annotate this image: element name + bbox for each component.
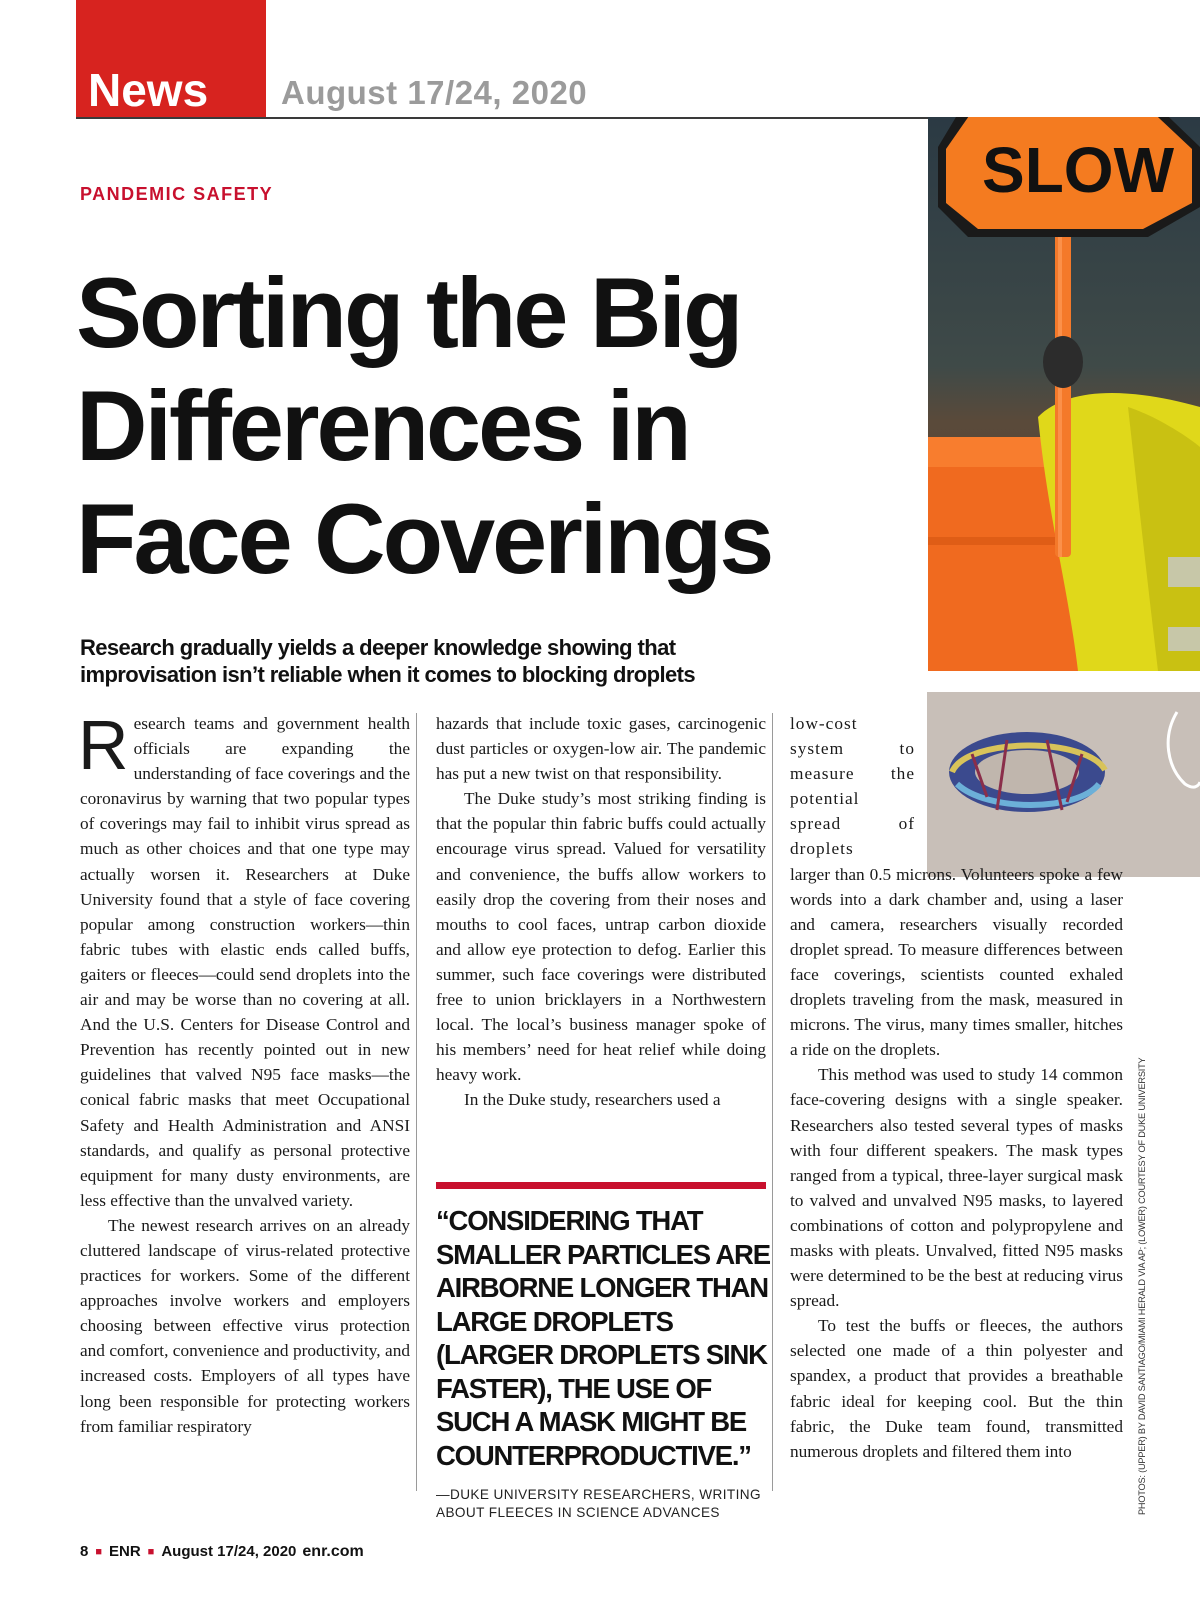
flagger-illustration (928, 117, 1200, 671)
headline-line: Sorting the Big (76, 257, 741, 368)
headline-line: Differences in (76, 370, 689, 481)
body-paragraph: The Duke study’s most striking finding is that the popular thin fabric buffs could actually encourage virus spread. Valued for versatility and convenience, the buffs allow workers to easily drop the covering from their noses and mouths to cool faces, untrap carbon dioxide and allow eye protection to defog. Earlier this summer, such face coverings were distributed free to union bricklayers in a Northwestern local. The local’s business manager spoke of his members’ need for heat relief while doing heavy work. (436, 789, 766, 1085)
deck (80, 634, 780, 688)
pull-quote-rule (436, 1182, 766, 1189)
headline (76, 256, 936, 595)
page-number: 8 (80, 1543, 89, 1560)
body-paragraph (78, 706, 410, 1213)
body-paragraph: The newest research arrives on an already cluttered landscape of virus-related protective practices for workers. Some of the different approaches involve workers and employers choosing between effective virus protection and comfort, convenience and productivity, and increased costs. Employers of all types have long been responsible for protecting workers from familiar respiratory (80, 1215, 410, 1436)
body-column-2 (436, 711, 766, 1113)
separator-square-icon: ■ (95, 1546, 102, 1558)
pull-quote: “CONSIDERING THAT SMALLER PARTICLES ARE AIRBORNE LONGER THAN LARGE DROPLETS (LARGER DROPLETS SINK FASTER), THE USE OF SUCH A MASK MIGHT BE COUNTERPRODUCTIVE.” (436, 1205, 770, 1471)
separator-square-icon: ■ (147, 1546, 155, 1558)
body-column-1 (78, 706, 410, 1439)
body-paragraph: hazards that include toxic gases, carcinogenic dust particles or oxygen-low air. The pandemic has put a new twist on that responsibility. (436, 714, 766, 784)
drop-cap: R (78, 706, 129, 784)
body-paragraph: To test the buffs or fleeces, the authors selected one made of a thin polyester and spandex, a product that provides a breathable fabric ideal for keeping cool. But the thin fabric, the Duke team found, transmitted numerous droplets and filtered them into (790, 1316, 1123, 1461)
body-text: esearch teams and government health officials are expanding the understanding of face coverings and the coronavirus by warning that two popular types of coverings may fail to inhibit virus spread as much as other choices and that one type may actually worsen it. Researchers at Duke University found that a style of face covering popular among construction workers—thin fabric tubes with elastic ends called buffs, gaiters or fleeces—could send droplets into the air and may be worse than no covering at all. And the U.S. Centers for Disease Control and Prevention has recently pointed out in new guidelines that valved N95 face masks—the conical fabric masks that meet Occupational Safety and Health Administration and ANSI standards, and qualify as personal protective equipment for many dusty environments, are less effective than the unvalved variety. (80, 714, 410, 1210)
issue-date: August 17/24, 2020 (281, 74, 588, 111)
body-paragraph (790, 711, 1123, 1062)
deck-line: improvisation isn’t reliable when it comes to blocking droplets (80, 662, 695, 687)
body-paragraph: This method was used to study 14 common face-covering designs with a single speaker. Researchers also tested several types of masks with four different speakers. The mask types ranged from a typical, three-layer surgical mask to valved and unvalved N95 masks, to layered combinations of cotton and polypropylene and masks with pleats. Unvalved, fitted N95 masks were determined to be the best at reducing virus spread. (790, 1065, 1123, 1311)
sign-slow-text: SLOW (982, 134, 1174, 206)
news-section-tab (76, 0, 266, 117)
flagger-photo (928, 117, 1200, 671)
photo-credit: PHOTOS: (UPPER) BY DAVID SANTIAGO/MIAMI HERALD VIA AP; (LOWER) COURTESY OF DUKE UNIVERSITY (1137, 1057, 1147, 1515)
footer-date: August 17/24, 2020 (161, 1543, 297, 1560)
column-divider (772, 713, 773, 1491)
body-text: larger than 0.5 microns. Volunteers spoke a few words into a dark chamber and, using a laser and camera, researchers visually recorded droplet spread. To measure differences between face coverings, scientists counted exhaled droplets traveling from the mask, measured in microns. The virus, many times smaller, hitches a ride on the droplets. (790, 864, 1123, 1060)
body-paragraph: In the Duke study, researchers used a (464, 1090, 721, 1110)
body-text-wrap: low-cost system to measure the potential spread of droplets (790, 714, 915, 859)
pull-quote-attribution: —DUKE UNIVERSITY RESEARCHERS, WRITING ABOUT FLEECES IN SCIENCE ADVANCES (436, 1487, 761, 1520)
body-column-3 (790, 711, 1123, 1464)
deck-line: Research gradually yields a deeper knowledge showing that (80, 635, 676, 660)
page-footer (80, 1543, 364, 1561)
headline-line: Face Coverings (76, 483, 772, 594)
header-rule (76, 117, 928, 119)
section-label: News (88, 64, 209, 116)
publication-name: ENR (109, 1543, 141, 1560)
section-kicker: PANDEMIC SAFETY (80, 184, 274, 204)
footer-url: enr.com (302, 1543, 364, 1560)
column-divider (416, 713, 417, 1491)
